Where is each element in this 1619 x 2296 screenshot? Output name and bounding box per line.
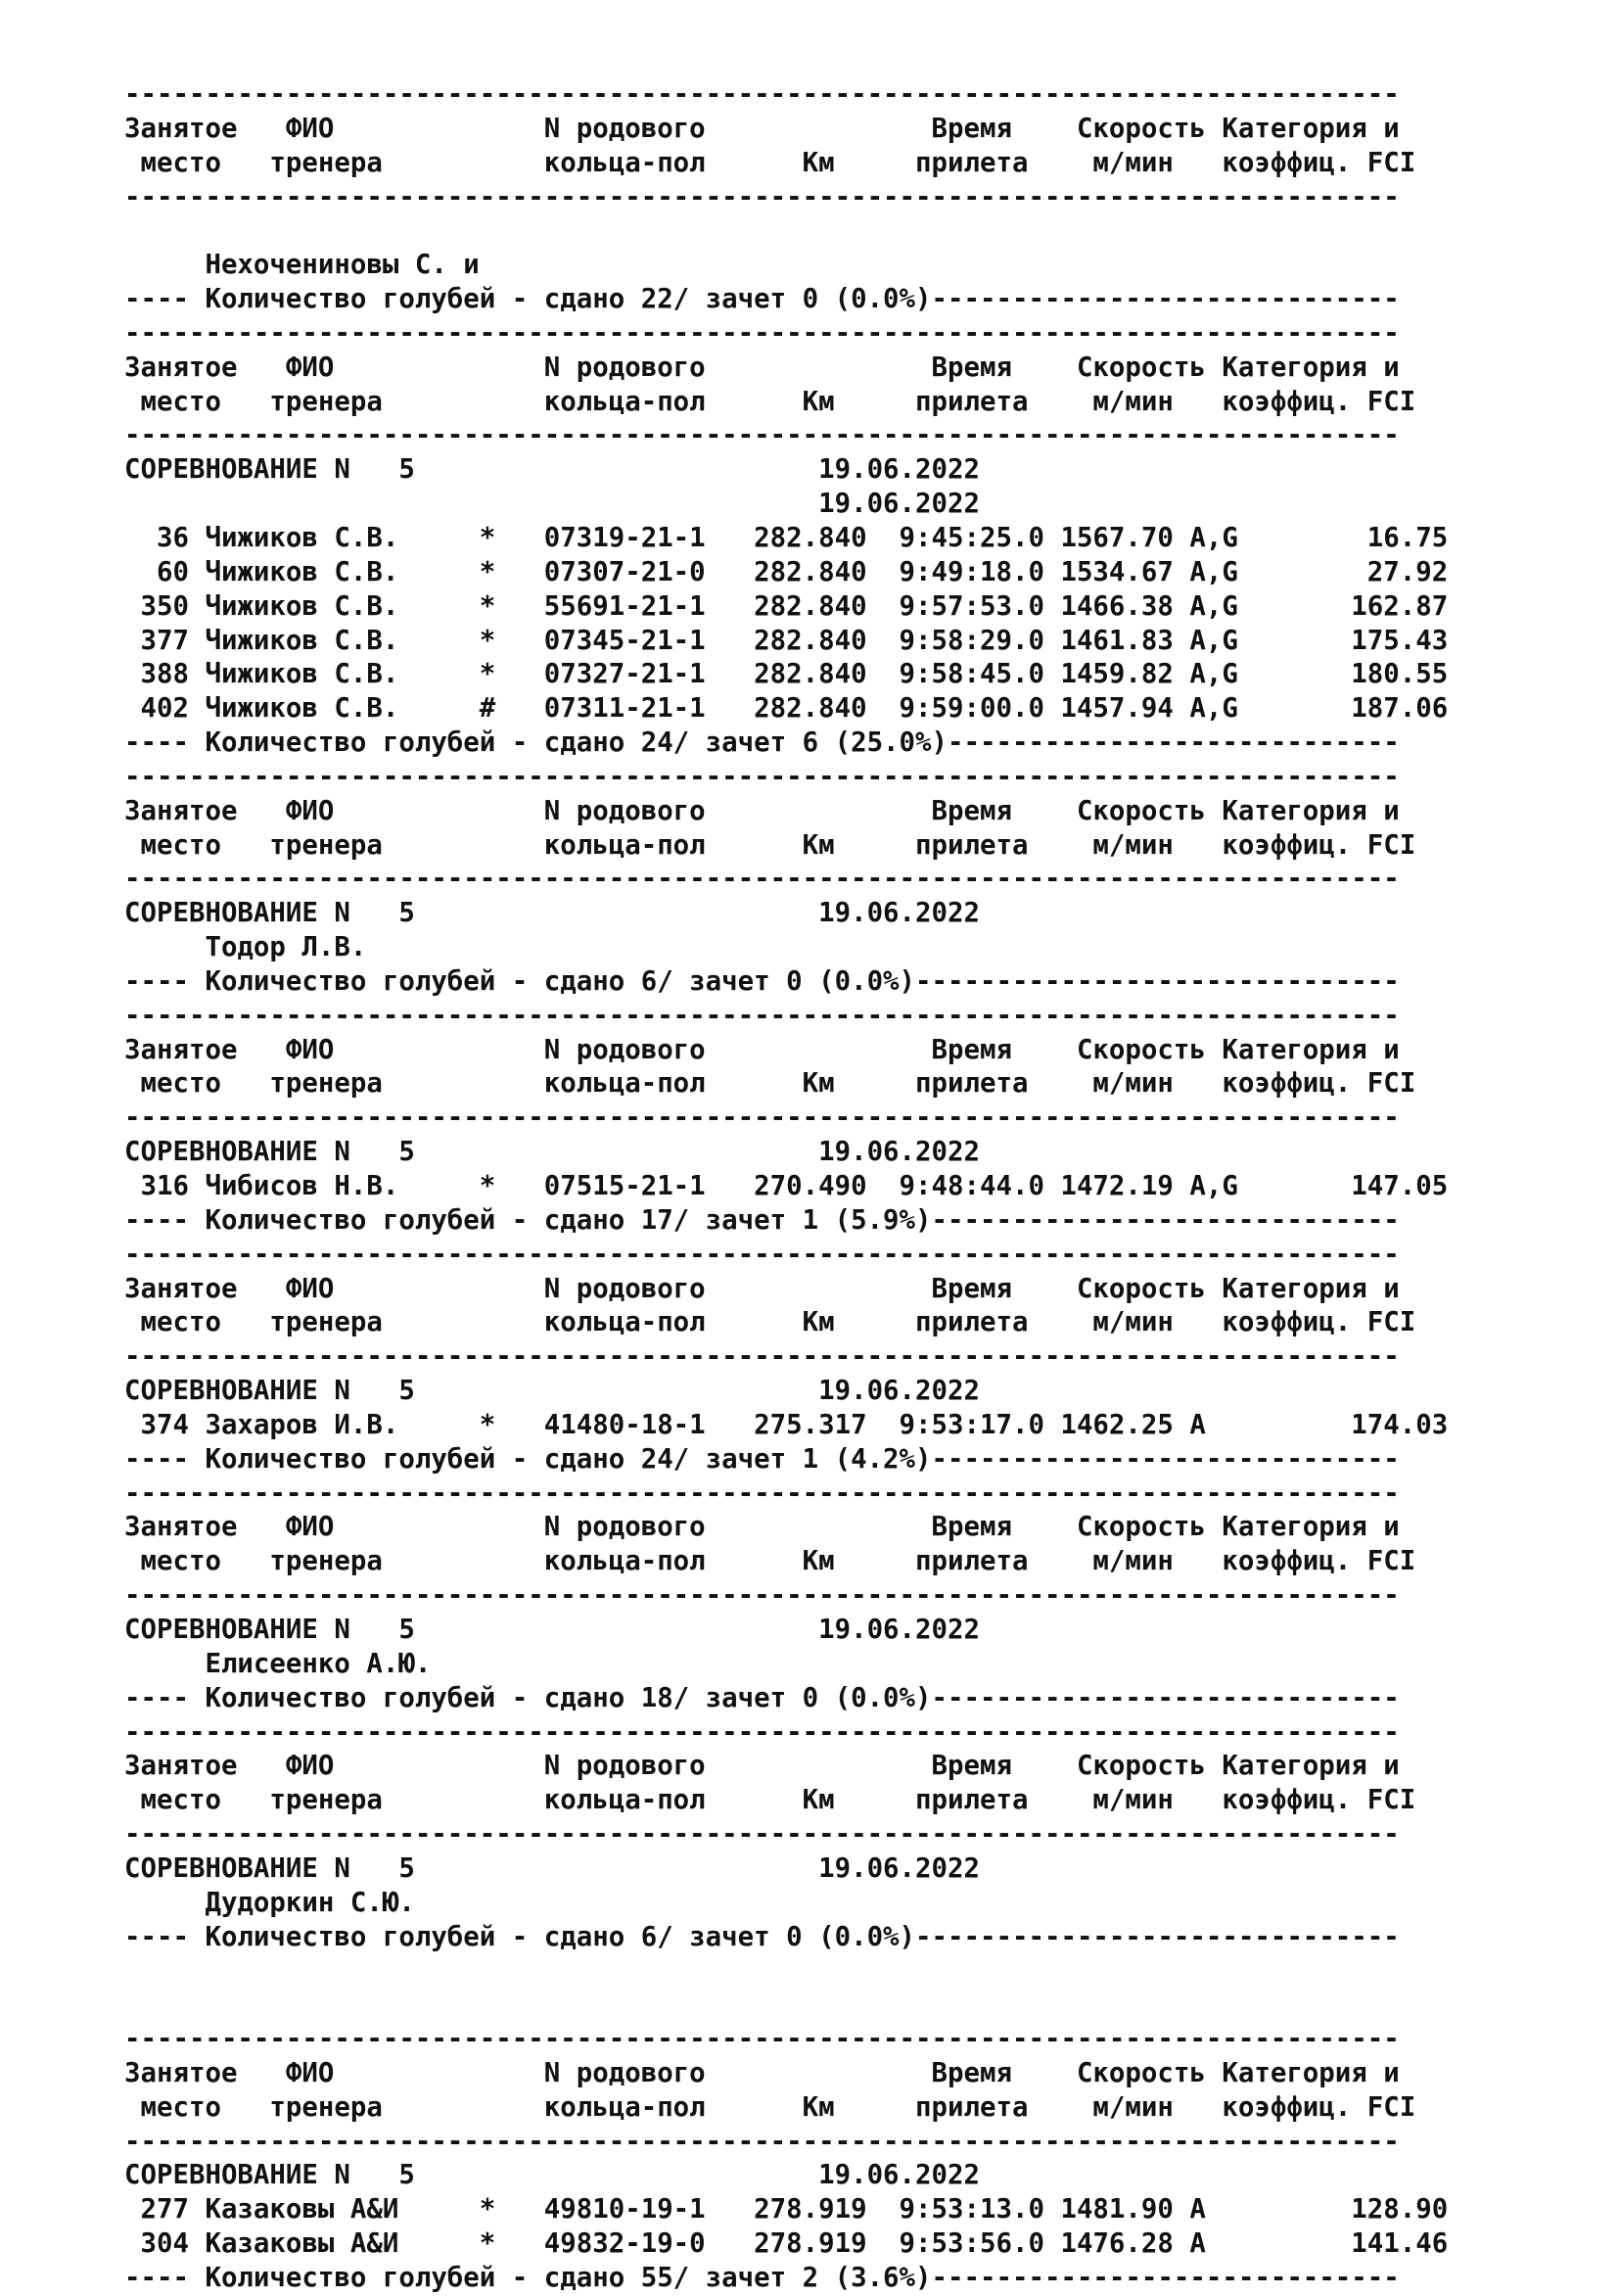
separator-line: ------------------------------------------------------------------------------- (124, 1716, 1400, 1748)
column-subheader-line: место тренера кольца-пол Км прилета м/мин коэффиц. FCI (124, 1068, 1416, 1100)
summary-line: ---- Количество голубей - сдано 18/ зачет 0 (0.0%)----------------------------- (124, 1682, 1400, 1713)
separator-line: ------------------------------------------------------------------------------- (124, 79, 1400, 110)
separator-line: ------------------------------------------------------------------------------- (124, 1341, 1400, 1373)
summary-line: ---- Количество голубей - сдано 24/ зачет 1 (4.2%)----------------------------- (124, 1443, 1400, 1475)
column-subheader-line: место тренера кольца-пол Км прилета м/мин коэффиц. FCI (124, 147, 1416, 178)
competition-line: СОРЕВНОВАНИЕ N 5 19.06.2022 (124, 898, 980, 929)
separator-line: ------------------------------------------------------------------------------- (124, 1477, 1400, 1509)
summary-line: ---- Количество голубей - сдано 17/ зачет 1 (5.9%)----------------------------- (124, 1204, 1400, 1236)
separator-line: ------------------------------------------------------------------------------- (124, 2024, 1400, 2055)
result-row: 316 Чибисов Н.В. * 07515-21-1 270.490 9:48:44.0 1472.19 A,G 147.05 (124, 1171, 1449, 1201)
separator-line: ------------------------------------------------------------------------------- (124, 1580, 1400, 1612)
competition-line: СОРЕВНОВАНИЕ N 5 19.06.2022 (124, 1376, 980, 1407)
separator-line: ------------------------------------------------------------------------------- (124, 181, 1400, 212)
separator-line: ------------------------------------------------------------------------------- (124, 1102, 1400, 1134)
column-header-line: Занятое ФИО N родового Время Скорость Категория и (124, 113, 1400, 144)
column-header-line: Занятое ФИО N родового Время Скорость Категория и (124, 2057, 1400, 2088)
trainer-name-line: Тодор Л.В. (124, 932, 367, 963)
competition-line: СОРЕВНОВАНИЕ N 5 19.06.2022 (124, 1852, 980, 1884)
result-row: 304 Казаковы А&И * 49832-19-0 278.919 9:53:56.0 1476.28 A 141.46 (124, 2228, 1449, 2260)
result-row: 374 Захаров И.В. * 41480-18-1 275.317 9:53:17.0 1462.25 A 174.03 (124, 1409, 1449, 1440)
column-subheader-line: место тренера кольца-пол Км прилета м/мин коэффиц. FCI (124, 2091, 1416, 2123)
summary-line: ---- Количество голубей - сдано 22/ зачет 0 (0.0%)----------------------------- (124, 284, 1400, 315)
trainer-name-line: Дудоркин С.Ю. (124, 1887, 415, 1918)
column-subheader-line: место тренера кольца-пол Км прилета м/мин коэффиц. FCI (124, 1785, 1416, 1816)
separator-line: ------------------------------------------------------------------------------- (124, 1239, 1400, 1270)
column-header-line: Занятое ФИО N родового Время Скорость Категория и (124, 351, 1400, 383)
trainer-name-line: Нехочениновы С. и (124, 250, 480, 281)
result-row: 388 Чижиков С.В. * 07327-21-1 282.840 9:58:45.0 1459.82 A,G 180.55 (124, 659, 1449, 690)
blank-line (124, 1954, 1448, 1989)
result-row: 402 Чижиков С.В. # 07311-21-1 282.840 9:59:00.0 1457.94 A,G 187.06 (124, 693, 1449, 725)
column-header-line: Занятое ФИО N родового Время Скорость Категория и (124, 1512, 1400, 1543)
competition-line: СОРЕВНОВАНИЕ N 5 19.06.2022 (124, 2160, 980, 2191)
column-header-line: Занятое ФИО N родового Время Скорость Категория и (124, 795, 1400, 826)
column-subheader-line: место тренера кольца-пол Км прилета м/мин коэффиц. FCI (124, 386, 1416, 417)
separator-line: ------------------------------------------------------------------------------- (124, 317, 1400, 349)
separator-line: ------------------------------------------------------------------------------- (124, 1819, 1400, 1851)
result-row: 377 Чижиков С.В. * 07345-21-1 282.840 9:58:29.0 1461.83 A,G 175.43 (124, 625, 1449, 656)
separator-line: ------------------------------------------------------------------------------- (124, 420, 1400, 451)
result-row: 60 Чижиков С.В. * 07307-21-0 282.840 9:49:18.0 1534.67 A,G 27.92 (124, 556, 1449, 587)
trainer-name-line: Елисеенко А.Ю. (124, 1648, 432, 1679)
result-row: 350 Чижиков С.В. * 55691-21-1 282.840 9:57:53.0 1466.38 A,G 162.87 (124, 590, 1449, 622)
separator-line: ------------------------------------------------------------------------------- (124, 1000, 1400, 1031)
result-row: 277 Казаковы А&И * 49810-19-1 278.919 9:53:13.0 1481.90 A 128.90 (124, 2194, 1449, 2226)
competition-line: СОРЕВНОВАНИЕ N 5 19.06.2022 (124, 1614, 980, 1645)
blank-line (124, 214, 1448, 249)
column-header-line: Занятое ФИО N родового Время Скорость Категория и (124, 1034, 1400, 1065)
column-header-line: Занятое ФИО N родового Время Скорость Категория и (124, 1751, 1400, 1782)
separator-line: ------------------------------------------------------------------------------- (124, 864, 1400, 895)
column-subheader-line: место тренера кольца-пол Км прилета м/мин коэффиц. FCI (124, 829, 1416, 861)
summary-line: ---- Количество голубей - сдано 24/ зачет 6 (25.0%)---------------------------- (124, 727, 1400, 759)
summary-line: ---- Количество голубей - сдано 6/ зачет 0 (0.0%)------------------------------ (124, 965, 1400, 997)
column-header-line: Занятое ФИО N родового Время Скорость Категория и (124, 1273, 1400, 1304)
competition-line: СОРЕВНОВАНИЕ N 5 19.06.2022 (124, 1137, 980, 1168)
competition-line: СОРЕВНОВАНИЕ N 5 19.06.2022 (124, 454, 980, 486)
summary-line: ---- Количество голубей - сдано 6/ зачет 0 (0.0%)------------------------------ (124, 1921, 1400, 1952)
separator-line: ------------------------------------------------------------------------------- (124, 2126, 1400, 2157)
result-row: 36 Чижиков С.В. * 07319-21-1 282.840 9:45:25.0 1567.70 A,G 16.75 (124, 522, 1449, 553)
blank-line (124, 1989, 1448, 2023)
column-subheader-line: место тренера кольца-пол Км прилета м/мин коэффиц. FCI (124, 1546, 1416, 1577)
summary-line: ---- Количество голубей - сдано 55/ зачет 2 (3.6%)----------------------------- (124, 2263, 1400, 2293)
separator-line: ------------------------------------------------------------------------------- (124, 761, 1400, 792)
results-report (124, 78, 1448, 2296)
column-subheader-line: место тренера кольца-пол Км прилета м/мин коэффиц. FCI (124, 1307, 1416, 1338)
date-line: 19.06.2022 (124, 489, 980, 520)
